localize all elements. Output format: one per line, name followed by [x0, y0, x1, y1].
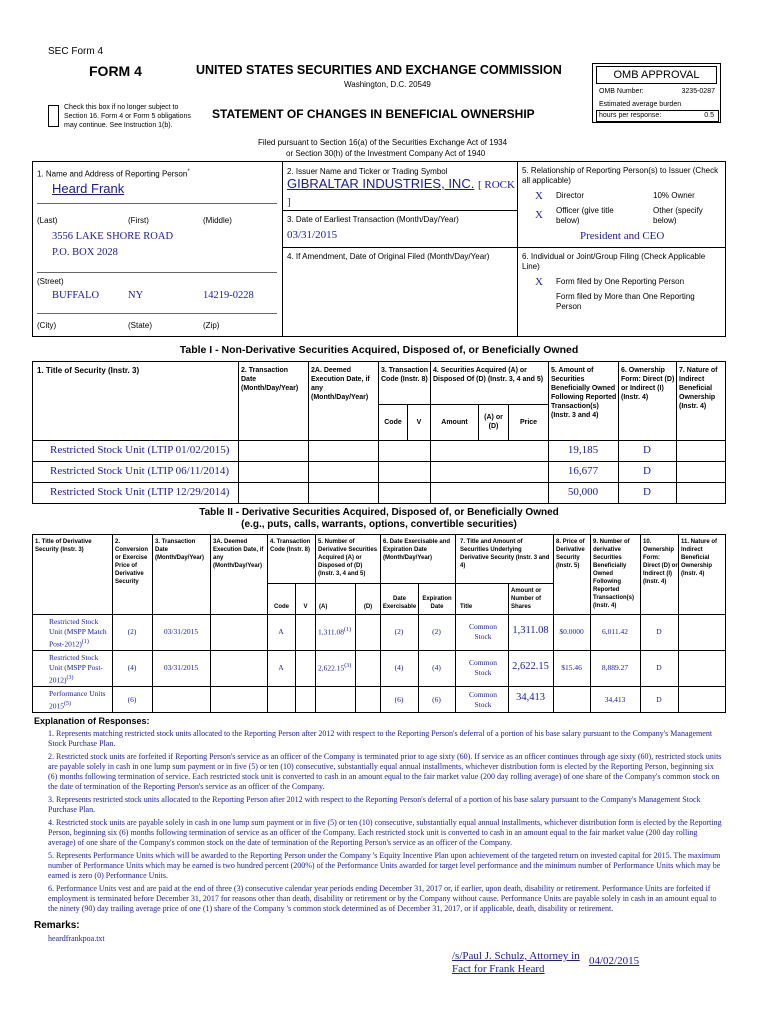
- t2-row2-code: A: [278, 663, 284, 672]
- box1-label: 1. Name and Address of Reporting Person*: [37, 169, 190, 179]
- explanation-notes: [48, 729, 724, 917]
- street-line2: P.O. BOX 2028: [52, 247, 118, 258]
- city-value: BUFFALO: [52, 290, 100, 301]
- table2-title: Table II - Derivative Securities Acquired, Disposed of, or Beneficially Owned (e.g., puts, calls, warrants, options, convertible securities): [199, 507, 559, 530]
- t1-h2a: 2A. Deemed Execution Date, if any (Month/Day/Year): [311, 367, 370, 401]
- ticker-symbol: [ ROCK ]: [287, 179, 515, 208]
- omb-number-label: OMB Number:: [599, 88, 644, 95]
- officer-title: President and CEO: [580, 230, 665, 242]
- omb-hours-value: 0.5: [704, 112, 714, 119]
- street-label: (Street): [37, 277, 64, 286]
- t1-row1-title: Restricted Stock Unit (LTIP 01/02/2015): [50, 444, 230, 456]
- box3-label: 3. Date of Earliest Transaction (Month/Day/Year): [287, 215, 459, 224]
- t1-row1-owned: 19,185: [567, 444, 599, 456]
- t2-v: V: [303, 604, 308, 610]
- remarks-heading: Remarks:: [34, 920, 80, 931]
- t2-code: Code: [274, 604, 289, 610]
- one-person-checkbox[interactable]: X: [535, 276, 543, 288]
- t2-row3-form: D: [656, 695, 662, 704]
- form-title: FORM 4: [89, 63, 142, 79]
- t2-row2-ex: (4): [394, 663, 404, 672]
- remarks-text: heardfrankpoa.txt: [48, 934, 105, 943]
- t2-a: (A): [319, 604, 328, 610]
- t2-row2-conv: (4): [127, 663, 137, 672]
- t2-row1-code: A: [278, 627, 284, 636]
- t2-row2-a: 2,622.15$^{(3)}$: [318, 663, 352, 673]
- t1-h5: 5. Amount of Securities Beneficially Owned Following Reported Transaction(s) (Instr. 3 and 4): [551, 367, 617, 419]
- t1-row2-title: Restricted Stock Unit (LTIP 06/11/2014): [50, 465, 230, 477]
- t1-h1: 1. Title of Security (Instr. 3): [37, 366, 140, 375]
- table1-title: Table I - Non-Derivative Securities Acquired, Disposed of, or Beneficially Owned: [179, 344, 579, 356]
- signature-line1: /s/Paul J. Schulz, Attorney in: [452, 950, 580, 962]
- t2-row3-title: Performance Units 2015$^{(5)}$: [49, 689, 106, 711]
- street-line1: 3556 LAKE SHORE ROAD: [52, 231, 174, 242]
- omb-approval-box: [592, 63, 721, 123]
- t2-h9: 9. Number of derivative Securities Beneficially Owned Following Reported Transaction(s) (Instr. 4): [593, 539, 635, 609]
- filed-pursuant-line1: Filed pursuant to Section 16(a) of the Securities Exchange Act of 1934: [258, 138, 508, 147]
- earliest-transaction-date: 03/31/2015: [287, 229, 338, 241]
- t1-row3-form: D: [643, 486, 651, 498]
- t2-h6: 6. Date Exercisable and Expiration Date (Month/Day/Year): [383, 539, 451, 561]
- no-longer-subject-checkbox[interactable]: [48, 105, 59, 127]
- t2-row1-conv: (2): [127, 627, 137, 636]
- other-label: Other (specify below): [653, 206, 703, 225]
- director-checkbox[interactable]: X: [535, 190, 543, 202]
- t2-d: (D): [363, 604, 373, 610]
- t2-row2-price: $15.46: [561, 663, 582, 672]
- explanation-heading: Explanation of Responses:: [34, 716, 150, 726]
- t2-row1-owned: 6,011.42: [602, 627, 628, 636]
- omb-burden-label: Estimated average burden: [599, 101, 682, 108]
- footnote-5: 5. Represents Performance Units which will be awarded to the Reporting Person under the Company 's Equity Incentive Plan upon achievement of the targeted return on invested capital for 2015. The maximum number of Performance Units which may be earned is two hundred percent (200%) of the Performance Units awarded for target level performance and the minimum number of Performance Units which may be earned is zero (0) Performance Units.: [48, 851, 721, 880]
- t2-row2-under: Common Stock: [469, 658, 497, 677]
- t2-h10: 10. Ownership Form: Direct (D) or Indirect (I) (Instr. 4): [643, 539, 678, 585]
- t2-title: Title: [460, 604, 473, 610]
- reporting-person-name-link[interactable]: Heard Frank: [52, 181, 125, 196]
- box2-label: 2. Issuer Name and Ticker or Trading Symbol: [287, 167, 448, 176]
- checkbox-instructions: Check this box if no longer subject to Section 16. Form 4 or Form 5 obligations may continue. See Instruction 1(b).: [64, 104, 191, 129]
- officer-label: Officer (give title below): [556, 206, 614, 225]
- t2-row1-shares: 1,311.08: [512, 625, 549, 636]
- t2-row1-under: Common Stock: [469, 622, 497, 641]
- t2-h7: 7. Title and Amount of Securities Underlying Derivative Security (Instr. 3 and 4): [460, 539, 550, 569]
- t2-row3-exp: (6): [432, 695, 441, 704]
- t1-row3-owned: 50,000: [567, 486, 599, 498]
- t1-aord: (A) or (D): [484, 414, 503, 430]
- box6-label: 6. Individual or Joint/Group Filing (Check Applicable Line): [522, 252, 706, 271]
- t1-price: Price: [519, 419, 538, 426]
- t2-row1-a: 1,311.08$^{(1)}$: [318, 627, 351, 637]
- filed-pursuant-line2: or Section 30(h) of the Investment Company Act of 1940: [286, 149, 486, 158]
- footnote-3: 3. Represents restricted stock units allocated to the Reporting Person after 2012 with respect to the Reporting Person's deferral of a portion of his base salary pursuant to the Company's Management Stock Purchase Plan.: [48, 795, 701, 814]
- t2-h5: 5. Number of Derivative Securities Acquired (A) or Disposed of (D) (Instr. 3, 4 and 5): [318, 539, 378, 577]
- footnote-4: 4. Restricted stock units are payable solely in cash in one lump sum payment or in five (5) or ten (10) consecutive, substantially equal annual installments, whichever distribution form is elected by the Reporting Person, beginning six (6) months following termination of service as an officer of the Company. Each restricted stock unit is converted to cash in an amount equal to the fair market value (200 day rolling average) of one share of the Company's common stock on the date of termination of the Reporting Person's service as an officer of the Company.: [48, 818, 722, 847]
- one-person-label: Form filed by One Reporting Person: [556, 277, 685, 286]
- last-label: (Last): [37, 216, 58, 225]
- omb-hours-label: hours per response:: [599, 112, 662, 119]
- officer-checkbox[interactable]: X: [535, 209, 543, 221]
- agency-location: Washington, D.C. 20549: [344, 80, 431, 89]
- t2-h2: 2. Conversion or Exercise Price of Derivative Security: [115, 539, 149, 585]
- box4-label: 4. If Amendment, Date of Original Filed (Month/Day/Year): [287, 252, 490, 261]
- t1-h2: 2. Transaction Date (Month/Day/Year): [241, 367, 299, 392]
- t2-row3-shares: 34,413: [516, 692, 545, 703]
- signature-date: 04/02/2015: [589, 955, 640, 967]
- t2-h8: 8. Price of Derivative Security (Instr. 5): [556, 539, 585, 569]
- footnote-6: 6. Performance Units vest and are paid at the end of three (3) consecutive calendar year periods ending December 31, 2017 or, if earlier, upon death, disability or retirement. Performance Units are forfeited if employment is terminated before December 31, 2017 for reasons other than death, disability or retirement or by the Company without cause. Performance Units are payable solely in cash in an amount equal to the ninety (90) day trailing average price of one (1) share of the Company 's common stock determined as of December 31, 2017, or if applicable, death, disability or retirement.: [48, 884, 717, 913]
- middle-label: (Middle): [203, 216, 232, 225]
- t1-h6: 6. Ownership Form: Direct (D) or Indirect (I) (Instr. 4): [621, 367, 675, 401]
- box5-label: 5. Relationship of Reporting Person(s) to Issuer (Check all applicable): [522, 166, 719, 185]
- state-label: (State): [128, 321, 153, 330]
- first-label: (First): [128, 216, 149, 225]
- t2-amount-shares: Amount or Number of Shares: [511, 588, 542, 610]
- t1-amount: Amount: [441, 419, 468, 426]
- director-label: Director: [556, 191, 585, 200]
- t2-row2-date: 03/31/2015: [163, 663, 199, 672]
- sec-form-label: SEC Form 4: [48, 46, 104, 57]
- footnote-1: 1. Represents matching restricted stock units allocated to the Reporting Person after 2012 with respect to the Reporting Person's deferral of a portion of his base salary pursuant to the Company's Management Stock Purchase Plan.: [48, 729, 713, 748]
- zip-label: (Zip): [203, 321, 220, 330]
- signature-line2: Fact for Frank Heard: [452, 963, 545, 975]
- t2-row2-owned: 8,889.27: [601, 663, 629, 672]
- t2-row2-exp: (4): [432, 663, 441, 672]
- omb-approval-title: OMB APPROVAL: [596, 66, 717, 84]
- t1-code: Code: [384, 419, 402, 426]
- t2-row1-price: $0.0000: [559, 627, 584, 636]
- t1-row3-title: Restricted Stock Unit (LTIP 12/29/2014): [50, 486, 230, 498]
- agency-title: UNITED STATES SECURITIES AND EXCHANGE COMMISSION: [196, 63, 562, 77]
- t2-expiration-date: Expiration Date: [422, 596, 452, 610]
- t2-h1: 1. Title of Derivative Security (Instr. 3): [35, 539, 92, 553]
- t2-row1-title: Restricted Stock Unit (MSPP Match Post-2012)$^{(1)}$: [49, 617, 107, 649]
- t2-row3-ex: (6): [394, 695, 404, 704]
- state-value: NY: [128, 290, 144, 301]
- t2-h4: 4. Transaction Code (Instr. 8): [270, 539, 311, 553]
- t2-row1-form: D: [656, 627, 662, 636]
- t2-row2-form: D: [656, 663, 662, 672]
- zip-value: 14219-0228: [203, 290, 254, 301]
- t1-h3: 3. Transaction Code (Instr. 8): [381, 367, 429, 383]
- t2-row3-owned: 34,413: [604, 695, 626, 704]
- t2-h3a: 3A. Deemed Execution Date, if any (Month/Day/Year): [213, 539, 264, 569]
- issuer-line: [287, 176, 515, 210]
- t1-v: V: [416, 419, 422, 426]
- t2-row3-under: Common Stock: [469, 690, 497, 709]
- t1-h4: 4. Securities Acquired (A) or Disposed Of (D) (Instr. 3, 4 and 5): [433, 367, 544, 383]
- t1-h7: 7. Nature of Indirect Beneficial Ownership (Instr. 4): [679, 367, 718, 410]
- t2-row1-exp: (2): [432, 627, 441, 636]
- t2-h3: 3. Transaction Date (Month/Day/Year): [155, 539, 205, 561]
- t2-row2-title: Restricted Stock Unit (MSPP Post-2012)$^{(3)}$: [49, 653, 103, 685]
- statement-title: STATEMENT OF CHANGES IN BENEFICIAL OWNERSHIP: [212, 107, 535, 121]
- footnote-2: 2. Restricted stock units are forfeited if Reporting Person's service as an officer of the Company is terminated prior to age sixty (60). If service as an officer continues through age sixty (60), restricted stock units are payable solely in cash in one lump sum payment or in five (5) or ten (10) consecutive, substantially equal annual installments, whichever distribution form is elected by the Reporting Person, beginning six (6) months following termination of service. Each restricted stock unit is converted to cash in an amount equal to the fair market value (200 day rolling average) of one share of the Company's common stock on the date of termination of the Reporting Person's service as an officer of the Company.: [48, 752, 722, 791]
- t2-row2-shares: 2,622.15: [512, 661, 549, 672]
- multiple-persons-label: Form filed by More than One Reporting Person: [556, 292, 695, 311]
- t2-row1-ex: (2): [394, 627, 404, 636]
- city-label: (City): [37, 321, 57, 330]
- issuer-name-link[interactable]: GIBRALTAR INDUSTRIES, INC.: [287, 176, 475, 191]
- omb-number-value: 3235-0287: [681, 88, 715, 95]
- t2-date-exercisable: Date Exercisable: [382, 596, 417, 610]
- t2-row3-conv: (6): [127, 695, 137, 704]
- ten-percent-owner-label: 10% Owner: [653, 191, 695, 200]
- t1-row2-form: D: [643, 465, 651, 477]
- t2-h11: 11. Nature of Indirect Beneficial Ownership (Instr. 4): [681, 539, 718, 577]
- t1-row2-owned: 16,677: [567, 465, 599, 477]
- t2-row1-date: 03/31/2015: [163, 627, 199, 636]
- t1-row1-form: D: [643, 444, 651, 456]
